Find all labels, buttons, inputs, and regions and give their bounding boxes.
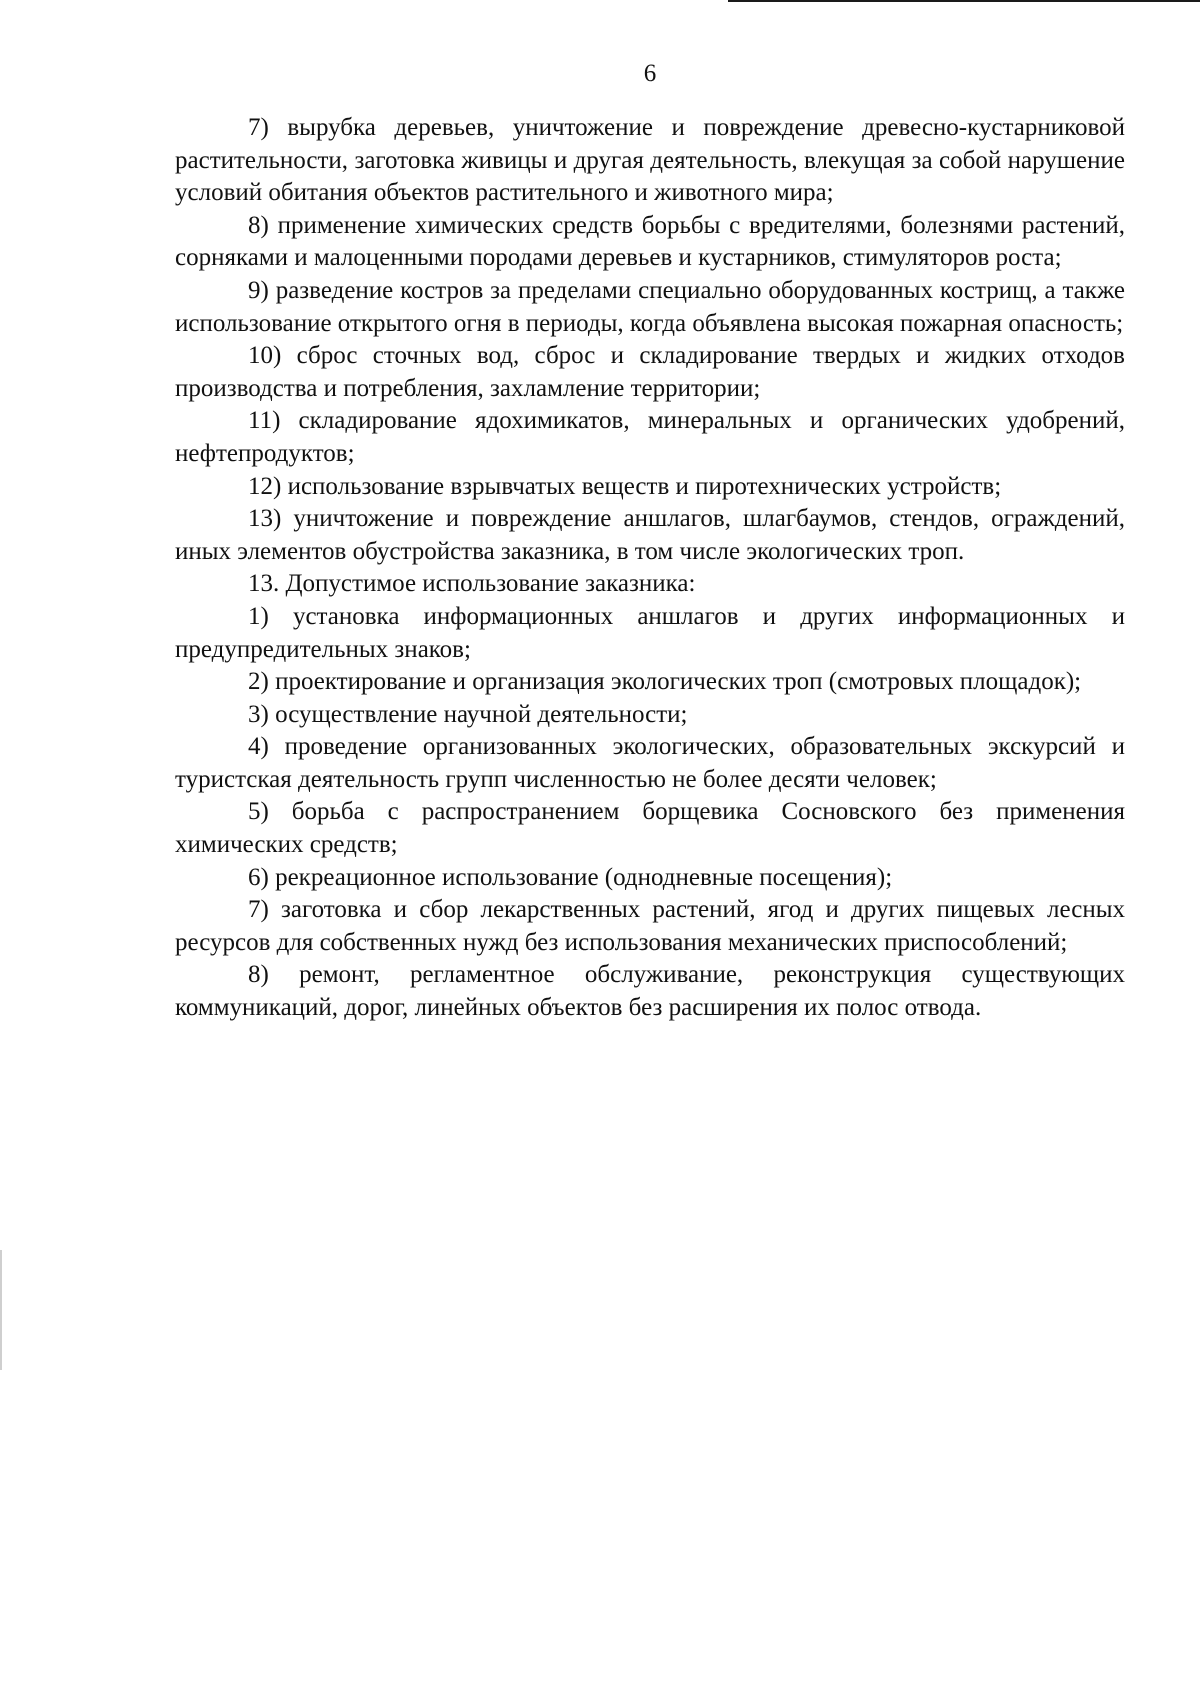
paragraph-permitted-5: 5) борьба с распространением борщевика Сосновского без применения химических средств; — [175, 798, 1125, 859]
paragraph-permitted-3: 3) осуществление научной деятельности; — [248, 700, 688, 728]
paragraph-permitted-4: 4) проведение организованных экологических, образовательных экскурсий и туристская деятельность групп численностью не более десяти человек; — [175, 733, 1125, 793]
paragraph-permitted-1: 1) установка информационных аншлагов и других информационных и предупредительных знаков; — [175, 602, 1125, 663]
paragraph-permitted-8: 8) ремонт, регламентное обслуживание, реконструкция существующих коммуникаций, дорог, линейных объектов без расширения их полос отвода. — [175, 961, 1125, 1022]
paragraph-item-7-logging: 7) вырубка деревьев, уничтожение и повреждение древесно-кустарниковой растительности, заготовка живицы и другая деятельность, влекущая за собой нарушение условий обитания объектов растительного и животного мира; — [175, 114, 1125, 207]
document-body — [175, 112, 1125, 1025]
scan-edge-left-line — [0, 1250, 2, 1370]
paragraph-item-11-storage: 11) складирование ядохимикатов, минеральных и органических удобрений, нефтепродуктов; — [175, 407, 1125, 467]
paragraph-permitted-7: 7) заготовка и сбор лекарственных растений, ягод и других пищевых лесных ресурсов для собственных нужд без использования механических приспособлений; — [175, 896, 1125, 956]
paragraph-item-12-explosives: 12) использование взрывчатых веществ и пиротехнических устройств; — [248, 472, 1002, 500]
paragraph-item-9-fires: 9) разведение костров за пределами специально оборудованных кострищ, а также использование открытого огня в периоды, когда объявлена высокая пожарная опасность; — [175, 276, 1125, 337]
paragraph-item-13-signs: 13) уничтожение и повреждение аншлагов, шлагбаумов, стендов, ограждений, иных элементов обустройства заказника, в том числе экологических троп. — [175, 505, 1125, 565]
scan-edge-top-line — [728, 0, 1200, 2]
paragraph-item-10-waste: 10) сброс сточных вод, сброс и складирование твердых и жидких отходов производства и потребления, захламление территории; — [175, 342, 1125, 402]
paragraph-item-8-chemicals: 8) применение химических средств борьбы с вредителями, болезнями растений, сорняками и малоценными породами деревьев и кустарников, стимуляторов роста; — [175, 211, 1125, 272]
page-number: 6 — [643, 60, 657, 87]
paragraph-permitted-2: 2) проектирование и организация экологических троп (смотровых площадок); — [248, 668, 1082, 696]
section-heading-permitted-use: 13. Допустимое использование заказника: — [248, 570, 696, 598]
paragraph-permitted-6: 6) рекреационное использование (однодневные посещения); — [248, 863, 893, 891]
